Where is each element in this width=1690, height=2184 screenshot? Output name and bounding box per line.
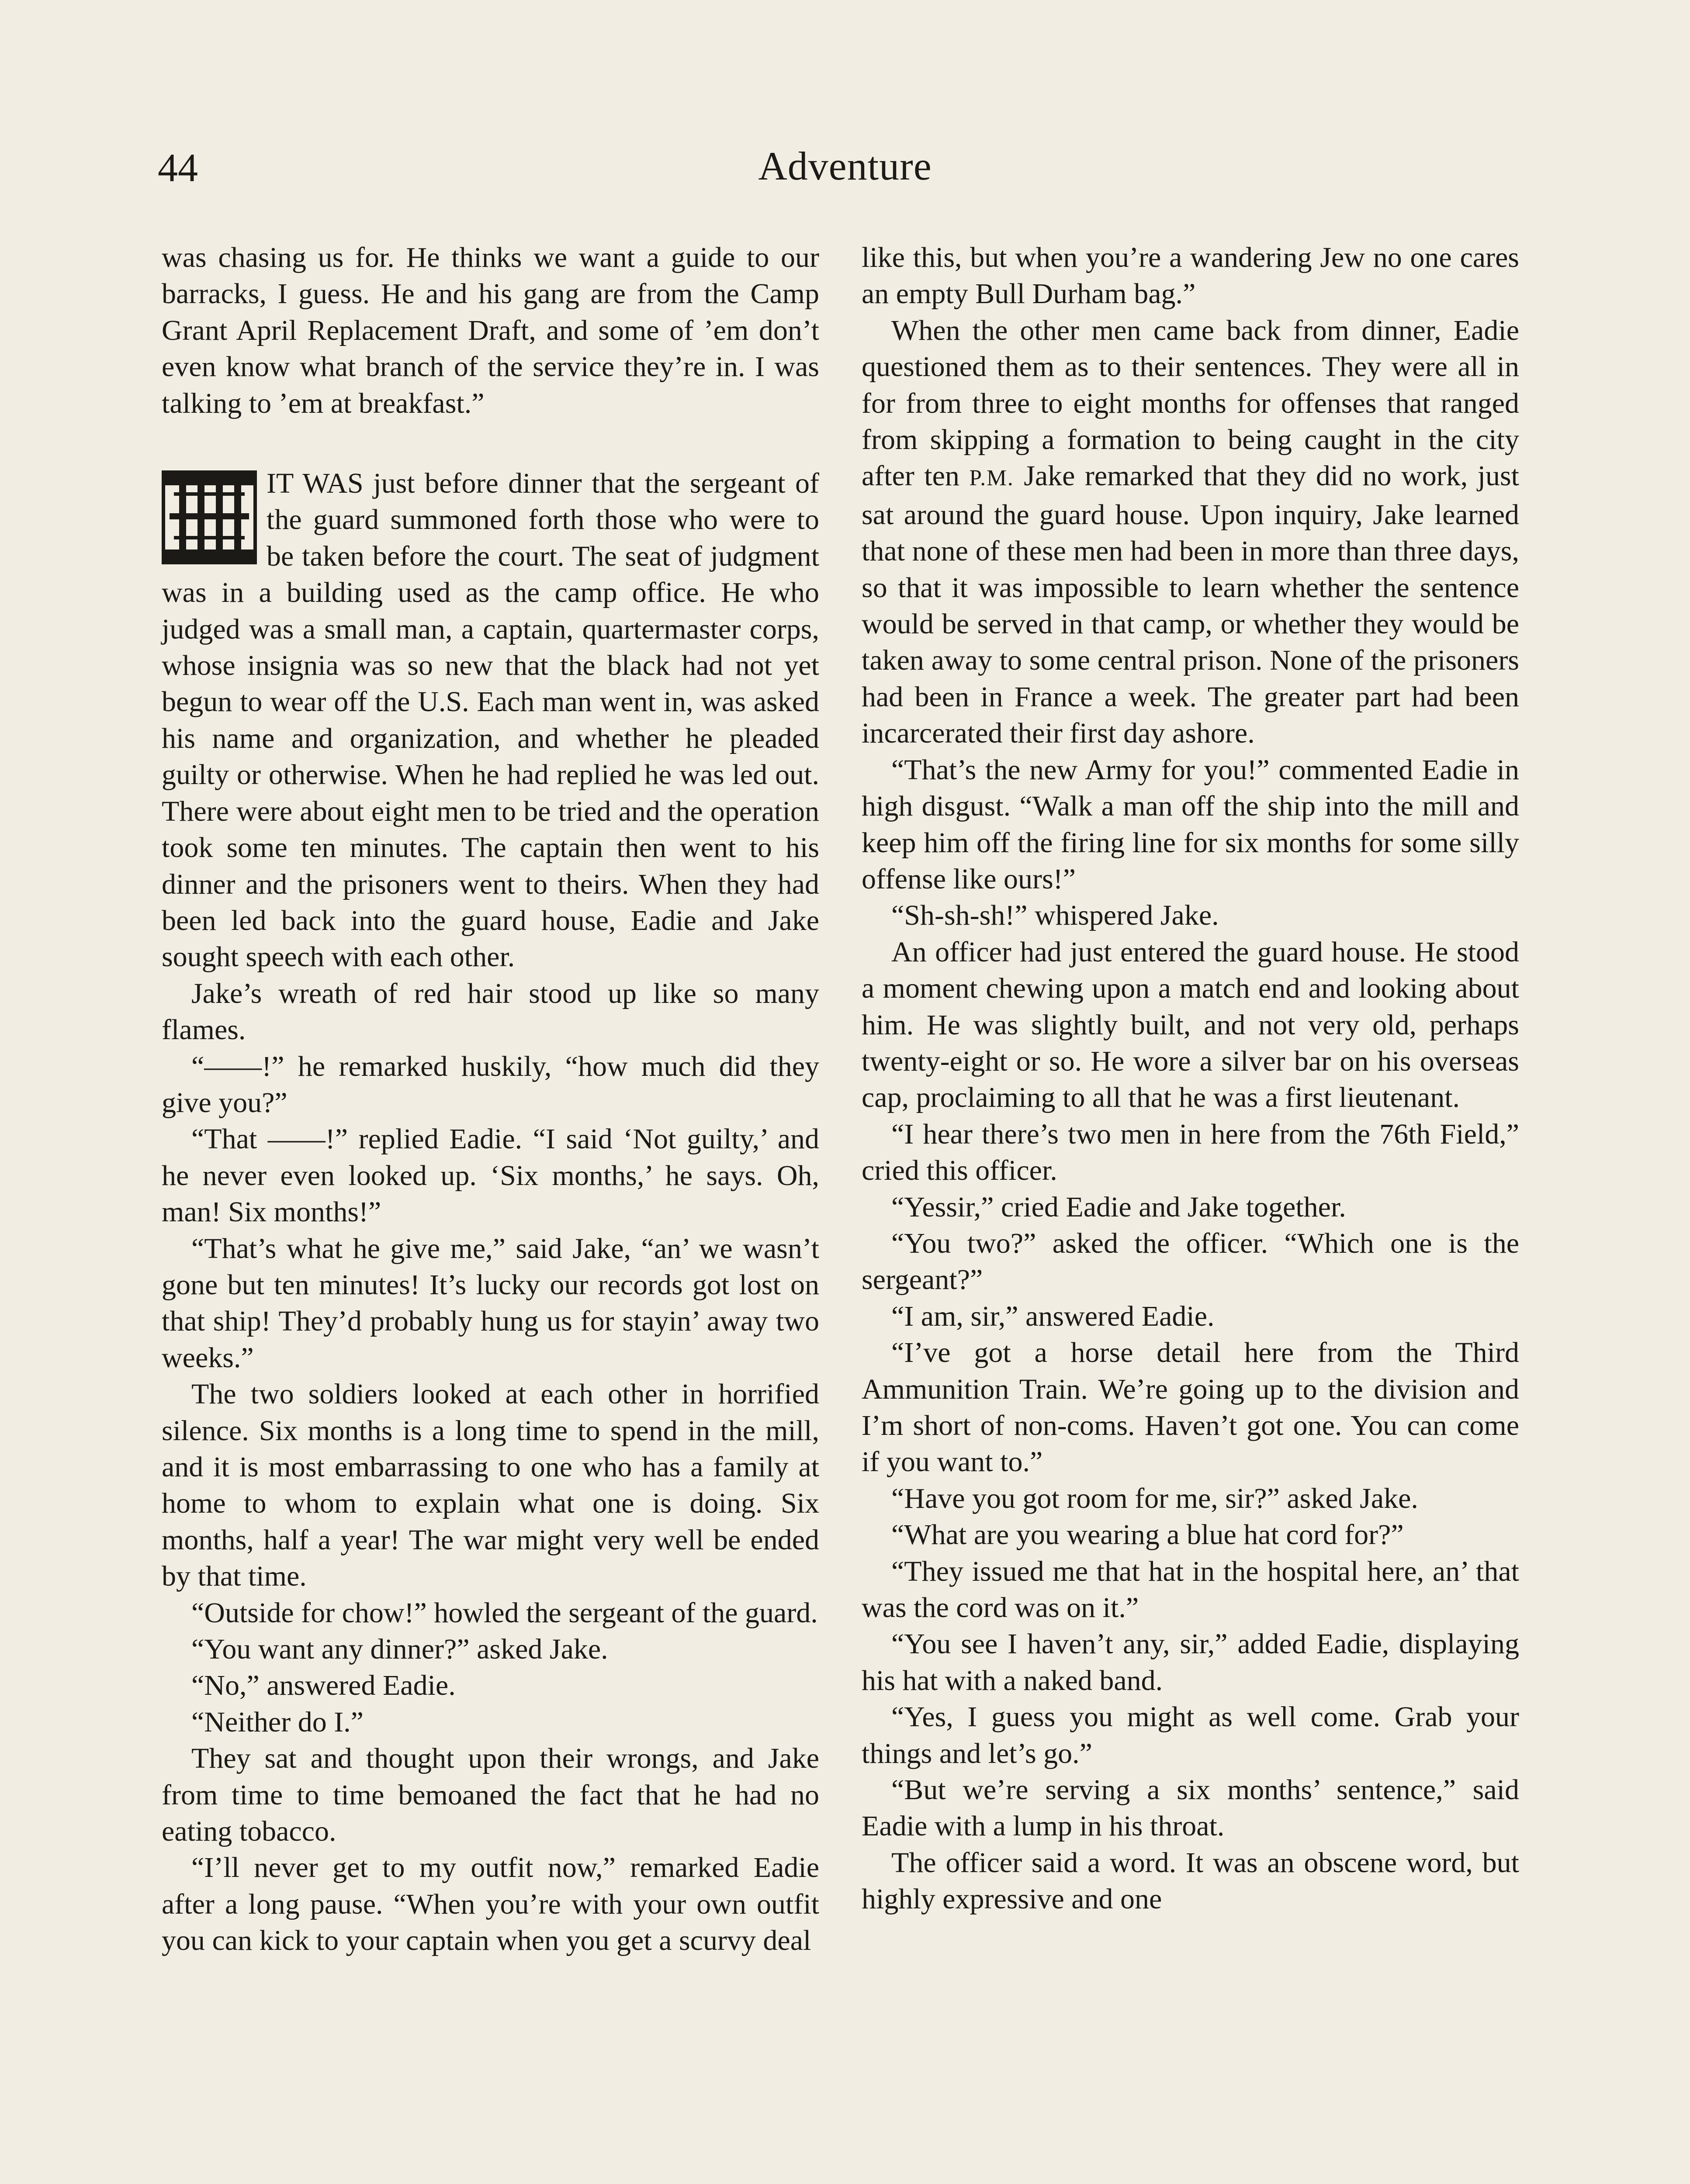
paragraph: “You want any dinner?” asked Jake. <box>191 1633 608 1666</box>
paragraph <box>862 312 1519 752</box>
paragraph: “I hear there’s two men in here from the 76th Field,” cried this officer. <box>862 1118 1519 1187</box>
dropcap-lead-text: IT WAS just before dinner that the <box>267 467 680 500</box>
paragraph: “Yessir,” cried Eadie and Jake together. <box>891 1191 1346 1223</box>
page-number: 44 <box>158 145 198 190</box>
left-column <box>162 239 819 1959</box>
paragraph: “Outside for chow!” howled the sergeant of the guard. <box>191 1597 818 1629</box>
paragraph: “What are you wearing a blue hat cord for?” <box>891 1519 1404 1551</box>
paragraph: “Sh-sh-sh!” whispered Jake. <box>891 899 1219 932</box>
paragraph: “No,” answered Eadie. <box>191 1669 456 1702</box>
running-head: Adventure <box>758 144 932 188</box>
paragraph: “——!” he remarked huskily, “how much did they give you?” <box>162 1050 819 1119</box>
paragraph: “That’s what he give me,” said Jake, “an’ we wasn’t gone but ten minutes! It’s lucky our records got lost on that ship! They’d probably hung us for stayin’ away two weeks.” <box>162 1232 819 1374</box>
paragraph: “That ——!” replied Eadie. “I said ‘Not guilty,’ and he never even looked up. ‘Six months,’ he says. Oh, man! Six months!” <box>162 1123 819 1228</box>
paragraph-text: When the other men came back from dinner, Eadie questioned them as to their sentences. They were all in for from three to eight months for offenses that ranged from skipping a formation to being caught in the city after ten <box>862 314 1519 492</box>
paragraph: “Yes, I guess you might as well come. Grab your things and let’s go.” <box>862 1701 1519 1769</box>
paragraph: “That’s the new Army for you!” commented Eadie in high disgust. “Walk a man off the ship into the mill and keep him off the firing line for six months for some silly offense like ours!” <box>862 753 1519 895</box>
paragraph: They sat and thought upon their wrongs, and Jake from time to time bemoaned the fact that he had no eating tobacco. <box>162 1742 819 1848</box>
paragraph: “Have you got room for me, sir?” asked Jake. <box>891 1482 1418 1514</box>
paragraph: “I am, sir,” answered Eadie. <box>891 1300 1215 1332</box>
jail-window-icon <box>162 470 257 564</box>
paragraph: Jake’s wreath of red hair stood up like so many flames. <box>162 977 819 1046</box>
dropcap-paragraph <box>162 465 819 975</box>
right-column <box>862 239 1519 1918</box>
paragraph: “They issued me that hat in the hospital here, an’ that was the cord was on it.” <box>862 1555 1519 1624</box>
paragraph: “I’ve got a horse detail here from the Third Ammunition Train. We’re going up to the division and I’m short of non-coms. Haven’t got one. You can come if you want to.” <box>862 1337 1519 1478</box>
paragraph: like this, but when you’re a wandering Jew no one cares an empty Bull Durham bag.” <box>862 242 1519 310</box>
paragraph: The two soldiers looked at each other in horrified silence. Six months is a long time to spend in the mill, and it is most embarrassing to one who has a family at home to whom to explain what one is doing. Six months, half a year! The war might very well be ended by that time. <box>162 1378 819 1593</box>
paragraph: “I’ll never get to my outfit now,” remarked Eadie after a long pause. “When you’re with your own outfit you can kick to your captain when you get a scurvy deal <box>162 1852 819 1957</box>
paragraph: “You two?” asked the officer. “Which one is the sergeant?” <box>862 1227 1519 1296</box>
paragraph-text: Jake remarked that they did no work, just sat around the guard house. Upon inquiry, Jake learned that none of these men had been in more than three days, so that it was impossible to learn whether the sentence would be served in that camp, or whether they would be taken away to some central prison. None of the prisoners had been in France a week. The greater part had been incarcerated their first day ashore. <box>862 460 1520 750</box>
paragraph: An officer had just entered the guard house. He stood a moment chewing upon a match end and looking about him. He was slightly built, and not very old, perhaps twenty-eight or so. He wore a silver bar on his overseas cap, proclaiming to all that he was a first lieutenant. <box>862 936 1519 1114</box>
paragraph-text: sergeant of the guard summoned forth those who were to be taken before the court. The seat of judgment was in a building used as the camp office. He who judged was a small man, a captain, quartermaster corps, whose insignia was so new that the black had not yet begun to wear off the U.S. Each man went in, was asked his name and organization, and whether he pleaded guilty or otherwise. When he had replied he was led out. There were about eight men to be tried and the operation took some ten minutes. The captain then went to his dinner and the prisoners went to theirs. When they had been led back into the guard house, Eadie and Jake sought speech with each other. <box>162 467 820 973</box>
time-abbreviation: P.M. <box>969 466 1014 491</box>
paragraph: was chasing us for. He thinks we want a guide to our barracks, I guess. He and his gang are from the Camp Grant April Replacement Draft, and some of ’em don’t even know what branch of the service they’re in. I was talking to ’em at breakfast.” <box>162 242 819 419</box>
paragraph: “But we’re serving a six months’ sentence,” said Eadie with a lump in his throat. <box>862 1774 1519 1842</box>
paragraph: The officer said a word. It was an obscene word, but highly expressive and one <box>862 1846 1519 1915</box>
paragraph: “You see I haven’t any, sir,” added Eadie, displaying his hat with a naked band. <box>862 1628 1519 1697</box>
paragraph: “Neither do I.” <box>191 1706 364 1738</box>
